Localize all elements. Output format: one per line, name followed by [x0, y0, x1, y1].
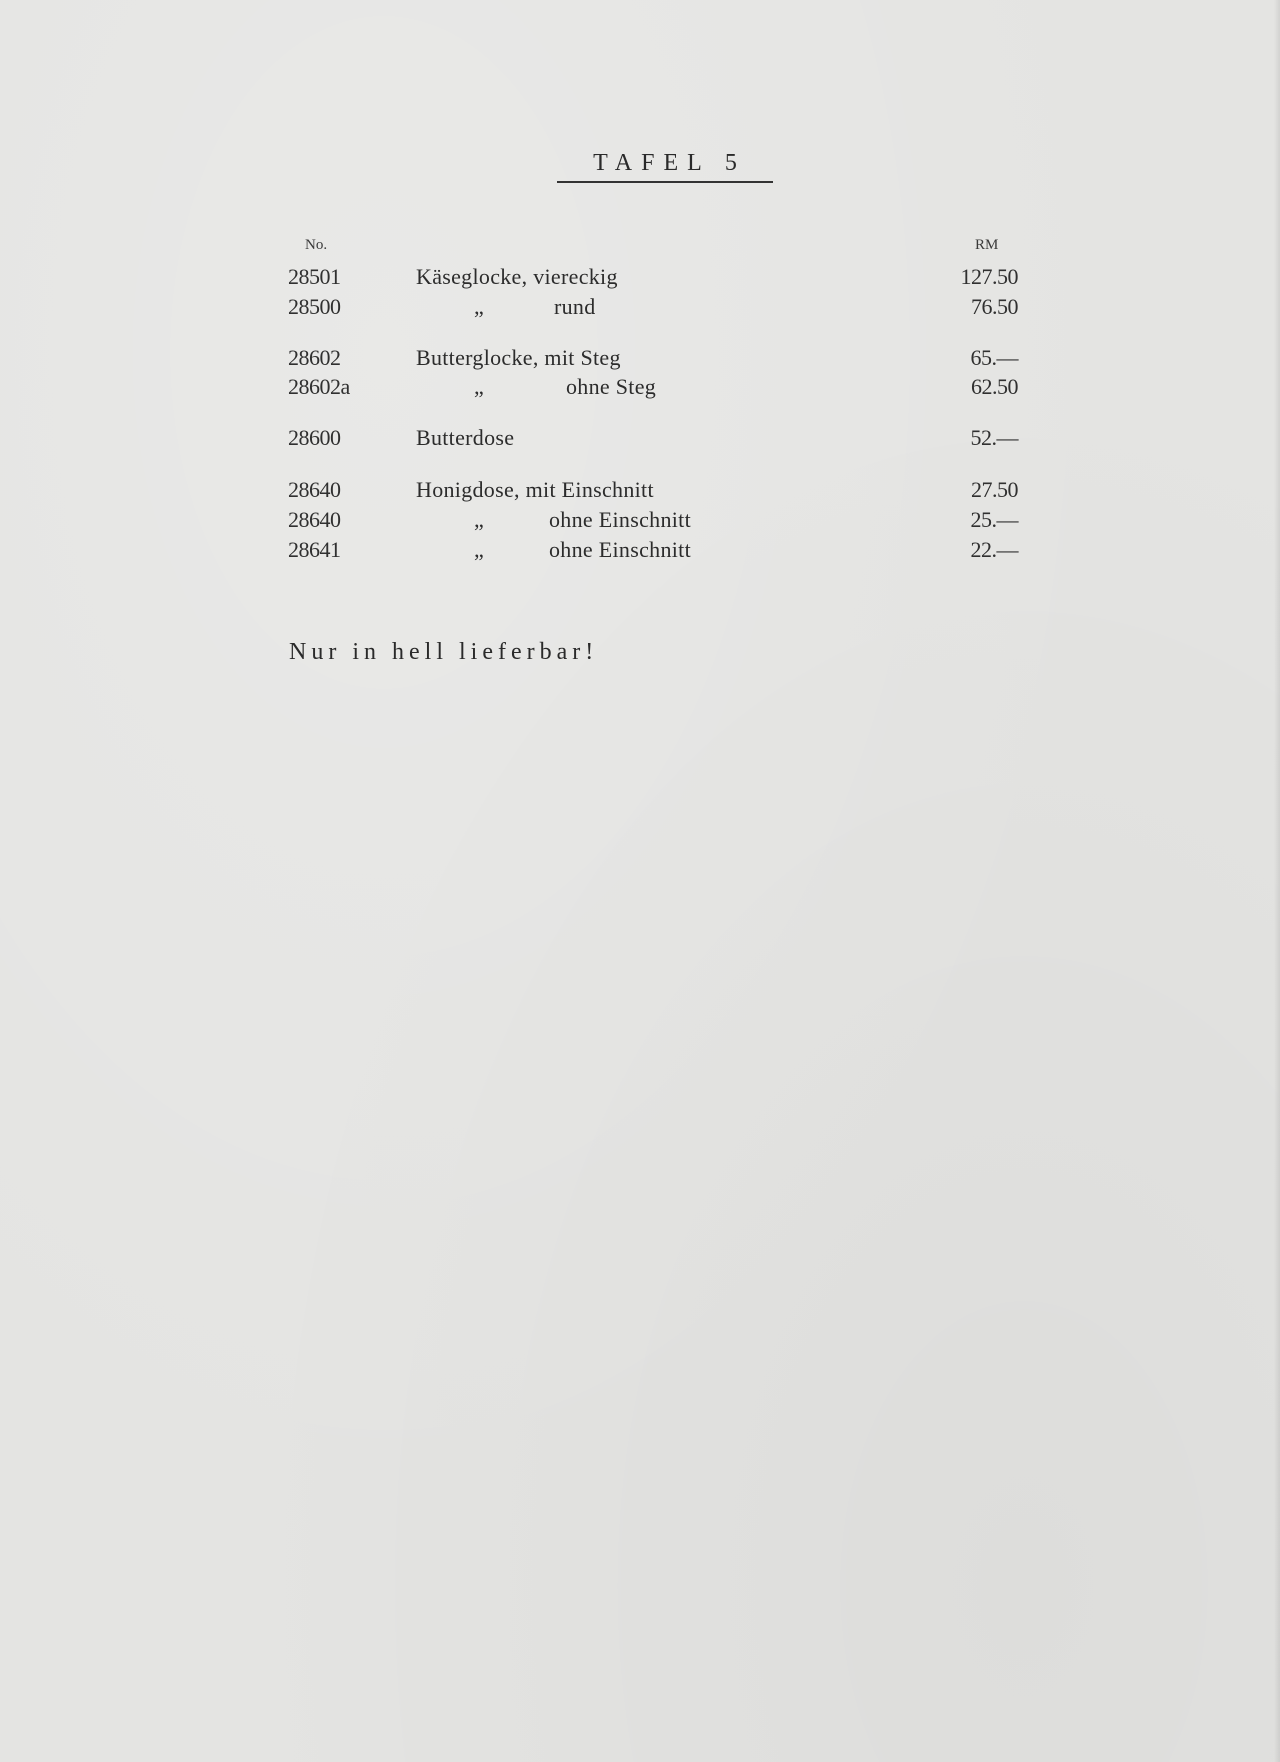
item-description: Butterglocke, mit Steg: [416, 345, 621, 370]
item-number: 28640: [288, 477, 341, 502]
item-price: 127.50: [960, 264, 1018, 289]
item-description: Käseglocke, viereckig: [416, 264, 618, 289]
item-price: 25.—: [970, 507, 1018, 532]
price-row: [0, 423, 1280, 453]
ditto-mark: „: [474, 507, 485, 532]
page-title-block: [557, 148, 773, 183]
price-row: [0, 292, 1280, 322]
price-row: [0, 475, 1280, 505]
ditto-mark: „: [474, 374, 485, 399]
item-price: 52.—: [970, 425, 1018, 450]
title-underline: [557, 181, 773, 183]
item-price: 76.50: [971, 294, 1018, 319]
page-title: TAFEL 5: [593, 150, 746, 176]
price-row: [0, 535, 1280, 565]
item-price: 62.50: [971, 374, 1018, 399]
item-variant: ohne Steg: [566, 374, 657, 399]
item-variant: ohne Einschnitt: [549, 537, 691, 562]
column-header-no: No.: [305, 237, 328, 253]
item-price: 65.—: [970, 345, 1018, 370]
price-row: [0, 505, 1280, 535]
item-number: 28640: [288, 507, 341, 532]
item-price: 27.50: [971, 477, 1018, 502]
item-number: 28602: [288, 345, 341, 370]
item-number: 28600: [288, 425, 341, 450]
item-price: 22.—: [970, 537, 1018, 562]
ditto-mark: „: [474, 294, 485, 319]
price-row: [0, 262, 1280, 292]
item-number: 28501: [288, 264, 341, 289]
item-number: 28500: [288, 294, 341, 319]
item-description: Honigdose, mit Einschnitt: [416, 477, 654, 502]
item-variant: ohne Einschnitt: [549, 507, 691, 532]
ditto-mark: „: [474, 537, 485, 562]
item-number: 28641: [288, 537, 341, 562]
item-number: 28602a: [288, 374, 350, 399]
price-row: [0, 372, 1280, 402]
item-description: Butterdose: [416, 425, 515, 450]
availability-note: Nur in hell lieferbar!: [289, 639, 599, 665]
item-variant: rund: [554, 294, 596, 319]
price-row: [0, 343, 1280, 373]
column-header-currency: RM: [975, 237, 999, 253]
